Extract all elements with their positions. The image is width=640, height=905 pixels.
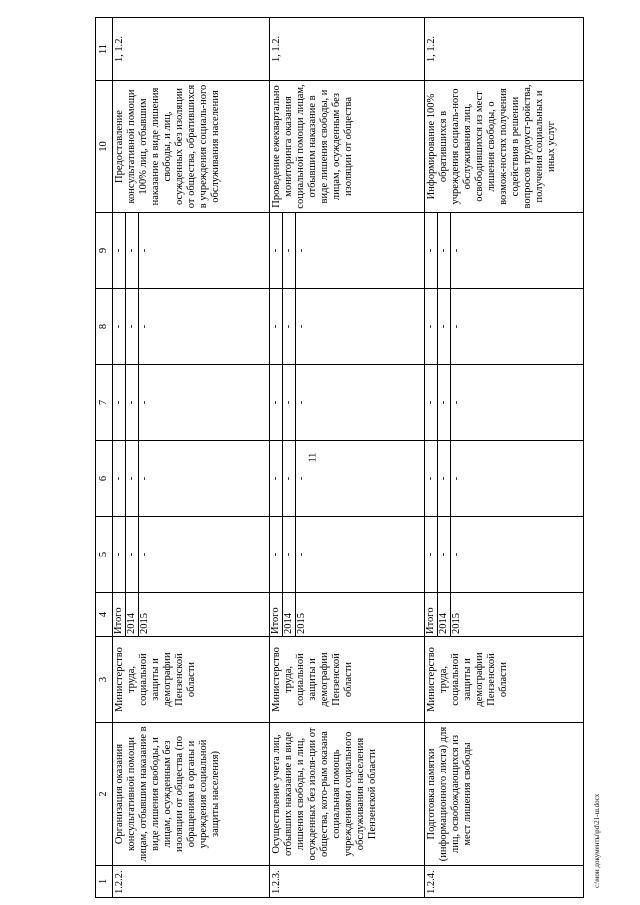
value-dash: -: [283, 365, 296, 440]
values-cell: [113, 517, 270, 593]
col-header: 6: [96, 441, 113, 517]
value-dash: -: [283, 289, 296, 364]
value-dash: -: [270, 441, 283, 516]
year-label: 2014: [126, 593, 139, 636]
values-cell: [270, 213, 425, 289]
values-cell: [113, 289, 270, 365]
value-dash: -: [296, 248, 307, 253]
value-dash: -: [451, 552, 462, 557]
row-number: 1.2.3.: [270, 866, 425, 898]
values-cell: [270, 441, 425, 517]
value-dash: -: [126, 517, 139, 592]
year-label: Итого: [425, 593, 438, 636]
value-dash: -: [139, 400, 150, 405]
value-dash: -: [438, 365, 451, 440]
values-cell: [425, 289, 584, 365]
value-dash: -: [139, 476, 150, 481]
value-dash: -: [296, 476, 307, 481]
col-header: 7: [96, 365, 113, 441]
value-dash: -: [438, 441, 451, 516]
year-label: 2015: [139, 613, 150, 634]
executor-text: Министерство труда, социальной защиты и демографии Пензенской области: [270, 637, 425, 723]
value-dash: -: [126, 289, 139, 364]
col-header: 4: [96, 593, 113, 637]
values-cell: [425, 213, 584, 289]
value-dash: -: [113, 517, 126, 592]
footer-file-path: c:\мои документы\pd\21-ш.docx: [593, 793, 601, 888]
value-dash: -: [296, 400, 307, 405]
col-header: 5: [96, 517, 113, 593]
year-label: Итого: [113, 593, 126, 636]
program-table: [95, 17, 584, 898]
value-dash: -: [438, 213, 451, 288]
values-cell: [270, 517, 425, 593]
col-header: 9: [96, 213, 113, 289]
col-header: 3: [96, 637, 113, 723]
link-text: 1, 1.2.: [425, 18, 584, 81]
value-dash: -: [296, 552, 307, 557]
values-cell: [113, 441, 270, 517]
row-number: 1.2.4.: [425, 866, 584, 898]
value-dash: -: [113, 213, 126, 288]
value-dash: -: [283, 213, 296, 288]
values-cell: [270, 289, 425, 365]
executor-text: Министерство труда, социальной защиты и демографии Пензенской области: [113, 637, 270, 723]
value-dash: -: [139, 552, 150, 557]
result-text: Информирование 100% обратившихся в учреждения социаль-ного обслуживания лиц, освободившихся из мест лишения свободы, о возмож-ностях получения содействия в решении вопросов трудоуст-ройства, получения социальных и иных услуг: [425, 81, 584, 213]
value-dash: -: [283, 517, 296, 592]
year-label: 2015: [296, 613, 307, 634]
header-row: [96, 18, 113, 898]
value-dash: -: [126, 441, 139, 516]
result-text: Предоставление консультативной помощи 100% лиц, отбывшим наказание в виде лишения свободы, и лиц, осужденных без изоляции от общества, обратившихся в учреждения социаль-ного обслуживания населения: [113, 81, 270, 213]
years-cell: [113, 593, 270, 637]
table-row: [425, 18, 584, 898]
value-dash: -: [270, 213, 283, 288]
value-dash: -: [139, 248, 150, 253]
years-cell: [425, 593, 584, 637]
event-text: Организация оказания консультативной помощи лицам, отбывшим наказание в виде лишения свободы, и лицам, осужденным без изоляции от общества (по обращениям в органы и учреждения социальной защиты населения): [113, 723, 270, 866]
value-dash: -: [270, 365, 283, 440]
value-dash: -: [113, 289, 126, 364]
value-dash: -: [425, 517, 438, 592]
values-cell: [425, 365, 584, 441]
values-cell: [270, 365, 425, 441]
value-dash: -: [425, 365, 438, 440]
value-dash: -: [270, 517, 283, 592]
value-dash: -: [451, 476, 462, 481]
event-text: Подготовка памятки (информационного листа) для лиц, освобождающихся из мест лишения свободы: [425, 723, 584, 866]
year-label: Итого: [270, 593, 283, 636]
col-header: 8: [96, 289, 113, 365]
value-dash: -: [296, 324, 307, 329]
value-dash: -: [113, 441, 126, 516]
result-text: Проведение ежеквартально мониторинга оказания социальной помощи лицам, отбывшим наказание в виде лишения свободы, и лицам, осужденным без изоляции от общества: [270, 81, 425, 213]
year-label: 2014: [438, 593, 451, 636]
value-dash: -: [126, 365, 139, 440]
value-dash: -: [113, 365, 126, 440]
table-row: [113, 18, 270, 898]
page-number: 11: [307, 452, 319, 463]
link-text: 1, 1.2.: [113, 18, 270, 81]
col-header: 11: [96, 18, 113, 81]
event-text: Осуществление учета лиц, отбывших наказание в виде лишения свободы, и лиц, осужденных без изоля-ции от общества, кото-рым оказана социальная помощь учреждениями социального обслуживания населения Пензенской области: [270, 723, 425, 866]
value-dash: -: [270, 289, 283, 364]
years-cell: [270, 593, 425, 637]
values-cell: [425, 517, 584, 593]
value-dash: -: [451, 248, 462, 253]
values-cell: [113, 213, 270, 289]
row-number: 1.2.2.: [113, 866, 270, 898]
value-dash: -: [425, 213, 438, 288]
value-dash: -: [451, 400, 462, 405]
value-dash: -: [126, 213, 139, 288]
value-dash: -: [438, 289, 451, 364]
value-dash: -: [438, 517, 451, 592]
col-header: 2: [96, 723, 113, 866]
col-header: 1: [96, 866, 113, 898]
rotated-table-container: [95, 18, 580, 898]
value-dash: -: [283, 441, 296, 516]
value-dash: -: [425, 441, 438, 516]
table-row: [270, 18, 425, 898]
value-dash: -: [451, 324, 462, 329]
value-dash: -: [425, 289, 438, 364]
executor-text: Министерство труда, социальной защиты и демографии Пензенской области: [425, 637, 584, 723]
year-label: 2015: [451, 613, 462, 634]
values-cell: [113, 365, 270, 441]
year-label: 2014: [283, 593, 296, 636]
link-text: 1, 1.2.: [270, 18, 425, 81]
value-dash: -: [139, 324, 150, 329]
col-header: 10: [96, 81, 113, 213]
values-cell: [425, 441, 584, 517]
